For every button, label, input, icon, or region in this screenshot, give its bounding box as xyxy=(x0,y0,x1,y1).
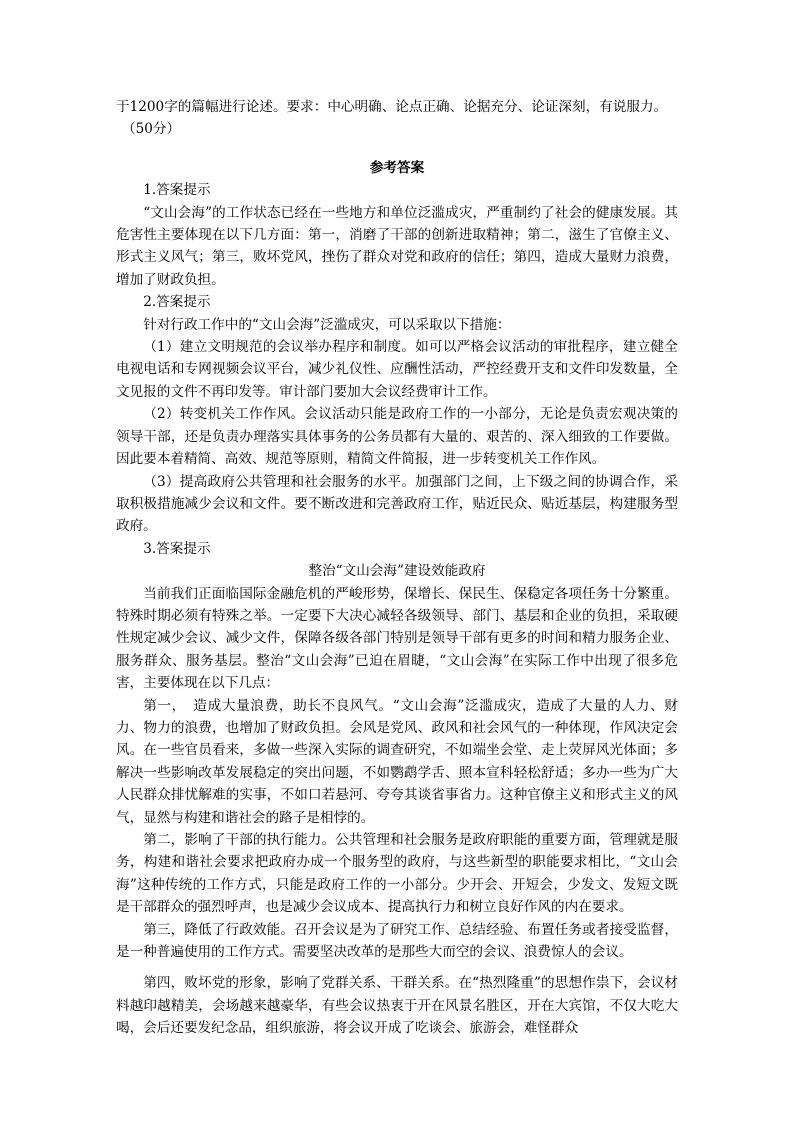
q2-item-3: （3）提高政府公共管理和社会服务的水平。加强部门之间，上下级之间的协调合作，采取积极措施减少会议和文件。要不断改进和完善政府工作，贴近民众、贴近基层，构建服务型政府。 xyxy=(116,473,678,535)
q2-label: 2.答案提示 xyxy=(143,294,211,311)
intro-score: （50分） xyxy=(122,121,181,138)
essay-paragraph-fourth: 第四，败坏党的形象，影响了党群关系、干群关系。在“热烈隆重”的思想作祟下，会议材料越印越精美，会场越来越豪华，有些会议热衷于开在风景名胜区，开在大宾馆，不仅大吃大喝，会后还要发纪念品，组织旅游，将会议开成了吃谈会、旅游会，难怪群众 xyxy=(116,975,678,1037)
essay-paragraph-third: 第三，降低了行政效能。召开会议是为了研究工作、总结经验、布置任务或者接受监督，是一种普遍使用的工作方式。需要坚决改革的是那些大而空的会议、浪费惊人的会议。 xyxy=(116,921,678,961)
essay-paragraph-intro: 当前我们正面临国际金融危机的严峻形势，保增长、保民生、保稳定各项任务十分繁重。特殊时期必须有特殊之举。一定要下大决心减轻各级领导、部门、基层和企业的负担，采取硬性规定减少会议、减少文件，保障各级各部门特别是领导干部有更多的时间和精力服务企业、服务群众、服务基层。整治“文山会海”已迫在眉睫，“文山会海”在实际工作中出现了很多危害，主要体现在以下几点： xyxy=(116,585,678,692)
answer-section-title: 参考答案 xyxy=(369,159,425,176)
essay-title: 整治“文山会海”建设效能政府 xyxy=(308,563,486,580)
q2-item-2: （2）转变机关工作作风。会议活动只能是政府工作的一小部分，无论是负责宏观决策的领导干部，还是负责办理落实具体事务的公务员都有大量的、艰苦的、深入细致的工作要做。因此要本着精简、高效、规范等原则，精简文件简报，进一步转变机关工作作风。 xyxy=(116,406,678,468)
essay-paragraph-first: 第一， 造成大量浪费，助长不良风气。“文山会海”泛滥成灾，造成了大量的人力、财力、物力的浪费，也增加了财政负担。会风是党风、政风和社会风气的一种体现，作风决定会风。在一些官员看来，多做一些深入实际的调查研究，不如端坐会堂、走上荧屏风光体面；多解决一些影响改革发展稳定的突出问题，不如鹦鹉学舌、照本宣科轻松舒适；多办一些为广大人民群众排忧解难的实事，不如口若悬河、夸夸其谈省事省力。这种官僚主义和形式主义的风气，显然与构建和谐社会的路子是相悖的。 xyxy=(116,697,678,826)
q2-lead: 针对行政工作中的“文山会海”泛滥成灾，可以采取以下措施： xyxy=(143,316,511,333)
essay-paragraph-second: 第二，影响了干部的执行能力。公共管理和社会服务是政府职能的重要方面，管理就是服务，构建和谐社会要求把政府办成一个服务型的政府，与这些新型的职能要求相比，“文山会海”这种传统的工作方式，只能是政府工作的一小部分。少开会、开短会，少发文、发短文既是干部群众的强烈呼声，也是减少会议成本、提高执行力和树立良好作风的内在要求。 xyxy=(116,832,678,916)
intro-requirement-line: 于1200字的篇幅进行论述。要求：中心明确、论点正确、论据充分、论证深刻，有说服力。 xyxy=(116,99,668,115)
q1-body: “文山会海”的工作状态已经在一些地方和单位泛滥成灾，严重制约了社会的健康发展。其危害性主要体现在以下几方面：第一，消磨了干部的创新进取精神；第二，滋生了官僚主义、形式主义风气；第三，败坏党风，挫伤了群众对党和政府的信任；第四，造成大量财力浪费，增加了财政负担。 xyxy=(116,204,678,288)
document-page xyxy=(116,96,678,1040)
q1-label: 1.答案提示 xyxy=(143,182,211,199)
q2-item-1: （1）建立文明规范的会议举办程序和制度。如可以严格会议活动的审批程序，建立健全电视电话和专网视频会议平台，减少礼仪性、应酬性活动，严控经费开支和文件印发数量，全文见报的文件不再印发等。审计部门要加大会议经费审计工作。 xyxy=(116,339,678,400)
q3-label: 3.答案提示 xyxy=(143,540,211,557)
